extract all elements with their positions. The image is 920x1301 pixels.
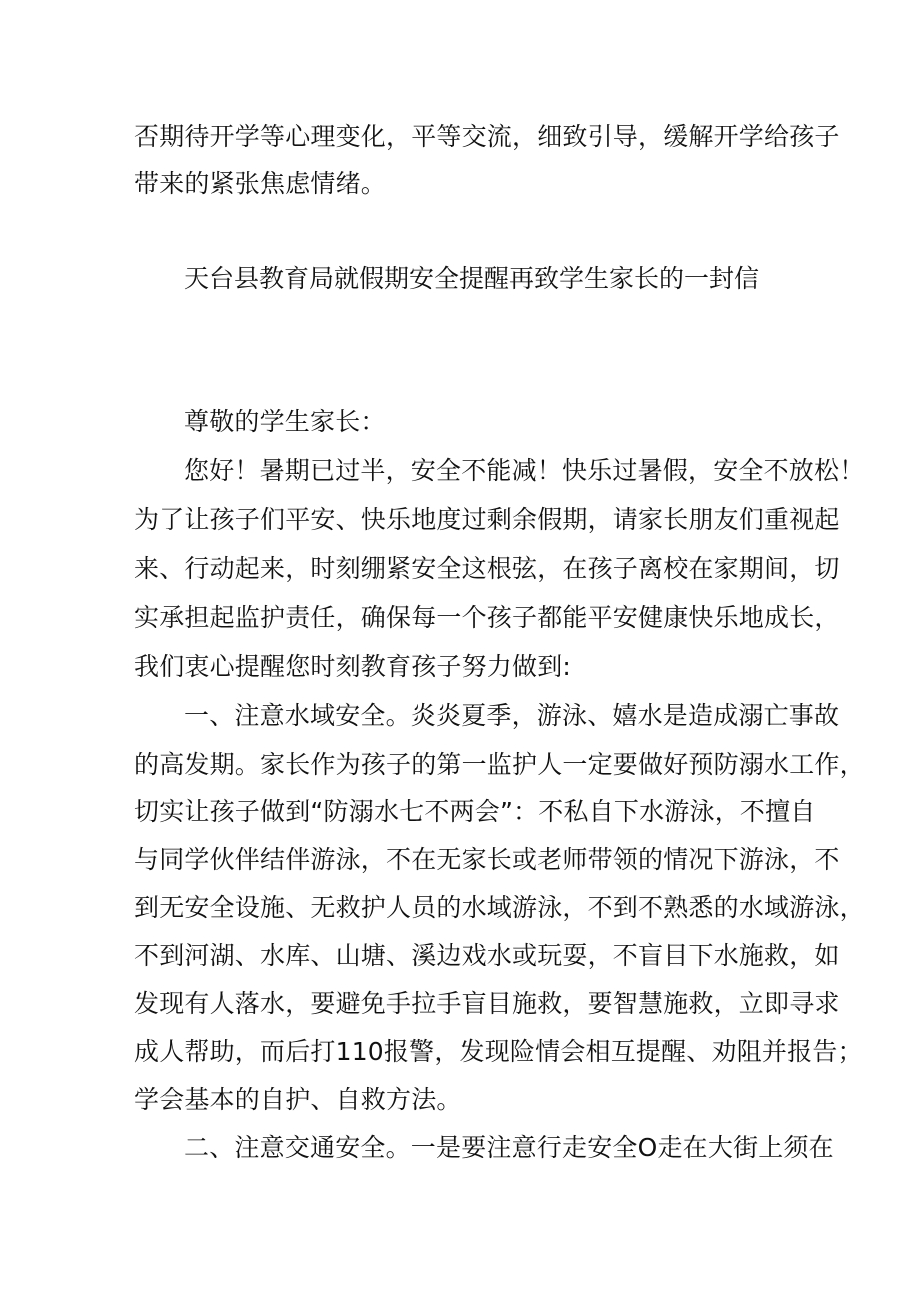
section1-line-7: 发现有人落水，要避免手拉手盲目施救，要智慧施救，立即寻求 [134, 989, 840, 1018]
intro-line-4: 实承担起监护责任，确保每一个孩子都能平安健康快乐地成长， [134, 603, 840, 632]
section1-line-2: 的高发期。家长作为孩子的第一监护人一定要做好预防溺水工作， [134, 750, 865, 779]
section1-line-3: 切实让孩子做到“防溺水七不两会”：不私自下水游泳，不擅自 [134, 797, 816, 826]
section1-line-4: 与同学伙伴结伴游泳，不在无家长或老师带领的情况下游泳，不 [134, 845, 840, 874]
intro-line-2: 为了让孩子们平安、快乐地度过剩余假期，请家长朋友们重视起 [134, 505, 840, 534]
intro-line-3: 来、行动起来，时刻绷紧安全这根弦，在孩子离校在家期间，切 [134, 554, 840, 583]
letter-title: 天台县教育局就假期安全提醒再致学生家长的一封信 [184, 264, 760, 293]
section1-line-9: 学会基本的自护、自救方法。 [134, 1085, 462, 1114]
intro-line-1: 您好！暑期已过半，安全不能减！快乐过暑假，安全不放松！ [184, 456, 865, 485]
intro-line-5: 我们衷心提醒您时刻教育孩子努力做到: [134, 652, 572, 681]
continuation-line-2: 带来的紧张焦虑情绪。 [134, 169, 387, 198]
section1-line-1: 一、注意水域安全。炎炎夏季，游泳、嬉水是造成溺亡事故 [184, 701, 840, 730]
section1-line-8: 成人帮助，而后打110报警，发现险情会相互提醒、劝阻并报告； [134, 1037, 863, 1066]
section1-line-5: 到无安全设施、无救护人员的水域游泳，不到不熟悉的水域游泳， [134, 893, 865, 922]
section2-line-1: 二、注意交通安全。一是要注意行走安全O走在大街上须在 [184, 1133, 834, 1162]
continuation-line-1: 否期待开学等心理变化，平等交流，细致引导，缓解开学给孩子 [134, 122, 840, 151]
section1-line-6: 不到河湖、水库、山塘、溪边戏水或玩耍，不盲目下水施救，如 [134, 941, 840, 970]
salutation: 尊敬的学生家长： [184, 407, 386, 436]
